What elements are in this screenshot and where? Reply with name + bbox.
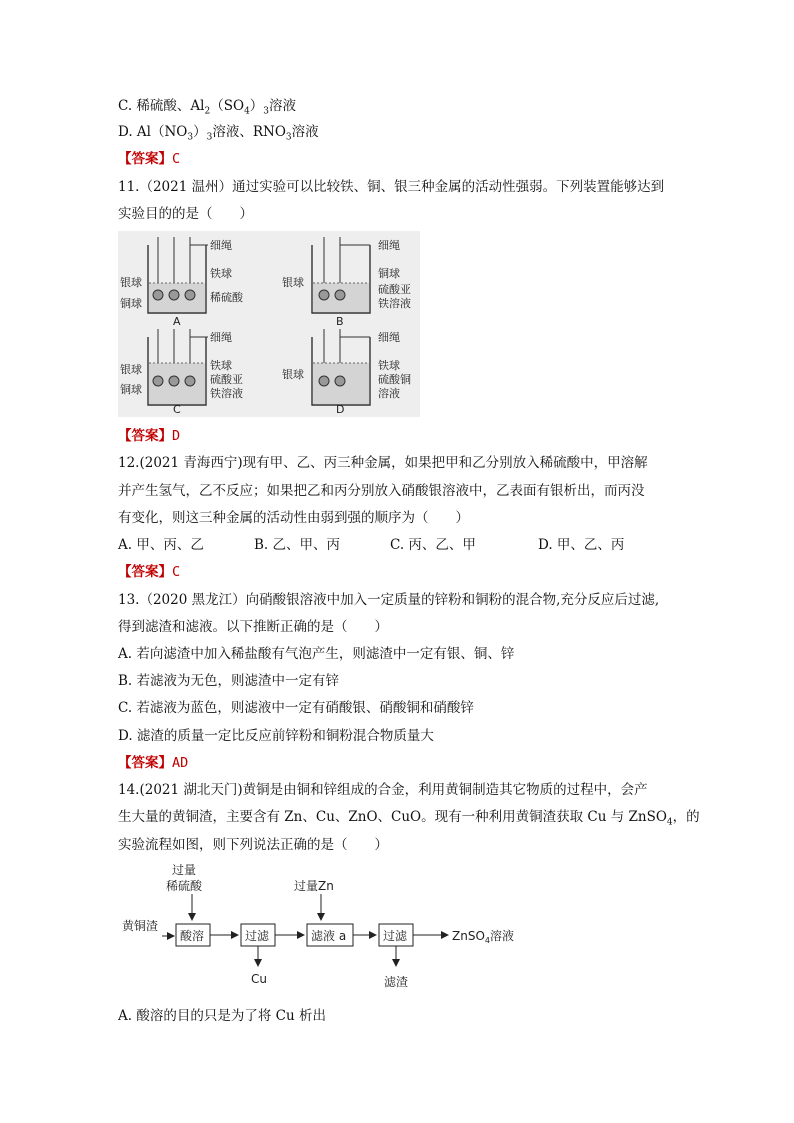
q12-option-d: D. 甲、乙、丙 — [538, 537, 625, 553]
q13-option-d: D. 滤渣的质量一定比反应前锌粉和铜粉混合物质量大 — [118, 728, 434, 744]
q13-option-a: A. 若向滤渣中加入稀盐酸有气泡产生，则滤渣中一定有银、铜、锌 — [118, 646, 515, 662]
q12-answer: 【答案】C — [118, 564, 181, 580]
svg-text:铁球: 铁球 — [210, 359, 232, 372]
svg-text:铁溶液: 铁溶液 — [210, 387, 243, 400]
q10-option-c: C. 稀硫酸、$Al_2(SO_4)_3$溶液 — [118, 98, 297, 117]
q12-option-c: C. 丙、乙、甲 — [390, 537, 476, 553]
q13-option-c: C. 若滤液为蓝色，则滤液中一定有硝酸银、硝酸铜和硝酸锌 — [118, 700, 474, 716]
svg-text:硫酸铜: 硫酸铜 — [378, 373, 411, 386]
q11-answer: 【答案】D — [118, 428, 181, 444]
flow-out-cu: Cu — [251, 972, 267, 986]
svg-text:银球: 银球 — [120, 363, 142, 376]
flow-input: 黄铜渣 — [122, 919, 159, 933]
svg-text:B: B — [336, 315, 344, 328]
svg-text:细绳: 细绳 — [210, 331, 232, 344]
q12-stem-line2: 并产生氢气，乙不反应；如果把乙和丙分别放入硝酸银溶液中，乙表面有银析出，而丙没 — [118, 483, 645, 499]
flow-reagent1-line2: 稀硫酸 — [166, 879, 203, 893]
flow-product: ZnSO$_4$溶液 — [452, 929, 514, 945]
q11-stem-line1: 11.（2021 温州）通过实验可以比较铁、铜、银三种金属的活动性强弱。下列装置能够达到 — [118, 179, 665, 195]
svg-text:铁溶液: 铁溶液 — [378, 297, 411, 310]
q13-answer: 【答案】AD — [118, 755, 189, 771]
q10-answer: 【答案】C — [118, 151, 181, 167]
q13-stem-line1: 13.（2020 黑龙江）向硝酸银溶液中加入一定质量的锌粉和铜粉的混合物,充分反应后过滤, — [118, 592, 660, 608]
svg-text:铜球: 铜球 — [120, 383, 142, 396]
flow-residue: 滤渣 — [384, 975, 409, 989]
q12-option-a: A. 甲、丙、乙 — [118, 537, 204, 553]
svg-text:铜球: 铜球 — [378, 267, 400, 280]
q14-stem-line1: 14.(2021 湖北天门)黄铜是由铜和锌组成的合金，利用黄铜制造其它物质的过程中，会产 — [118, 782, 648, 798]
svg-text:铁球: 铁球 — [378, 359, 400, 372]
a-rope-label: 细绳 — [210, 239, 232, 252]
svg-text:细绳: 细绳 — [378, 331, 400, 344]
svg-text:细绳: 细绳 — [378, 239, 400, 252]
svg-text:银球: 银球 — [282, 276, 304, 289]
q14-stem-line2: 生大量的黄铜渣，主要含有 Zn、Cu、ZnO、CuO。现有一种利用黄铜渣获取 Cu 与 ZnSO$_4$，的 — [118, 809, 700, 828]
flow-step-acid: 酸溶 — [180, 929, 205, 943]
svg-text:银球: 银球 — [282, 368, 304, 381]
svg-text:硫酸亚: 硫酸亚 — [378, 283, 411, 296]
svg-text:铁球: 铁球 — [210, 267, 232, 280]
q10-option-d: D. $Al(NO_3)_3$溶液、$RNO_3$溶液 — [118, 124, 319, 143]
svg-text:稀硫酸: 稀硫酸 — [210, 291, 243, 304]
q12-stem-line1: 12.(2021 青海西宁)现有甲、乙、丙三种金属，如果把甲和乙分别放入稀硫酸中，甲溶解 — [118, 455, 648, 471]
q13-option-b: B. 若滤液为无色，则滤渣中一定有锌 — [118, 673, 340, 689]
flow-filtrate-a: 滤液 a — [311, 929, 347, 943]
svg-text:C: C — [173, 403, 181, 416]
q13-stem-line2: 得到滤渣和滤液。以下推断正确的是（ ） — [118, 619, 388, 635]
svg-text:银球: 银球 — [120, 276, 142, 289]
q14-stem-line3: 实验流程如图，则下列说法正确的是（ ） — [118, 837, 388, 853]
svg-text:A: A — [173, 315, 181, 328]
q12-stem-line3: 有变化，则这三种金属的活动性由弱到强的顺序为（ ） — [118, 510, 469, 526]
flow-reagent2: 过量Zn — [294, 879, 334, 893]
flow-reagent1-line1: 过量 — [172, 863, 197, 877]
svg-text:铜球: 铜球 — [120, 297, 142, 310]
q12-option-b: B. 乙、甲、丙 — [254, 537, 341, 553]
q11-stem-line2: 实验目的的是（ ） — [118, 206, 253, 222]
q14-flowchart — [118, 862, 538, 997]
svg-text:D: D — [336, 403, 345, 416]
q11-apparatus-figure — [118, 231, 420, 417]
flow-step-filter2: 过滤 — [383, 929, 408, 943]
q14-option-a: A. 酸溶的目的只是为了将 Cu 析出 — [118, 1008, 326, 1024]
flow-step-filter1: 过滤 — [245, 929, 270, 943]
svg-text:硫酸亚: 硫酸亚 — [210, 373, 243, 386]
svg-text:溶液: 溶液 — [378, 387, 400, 400]
